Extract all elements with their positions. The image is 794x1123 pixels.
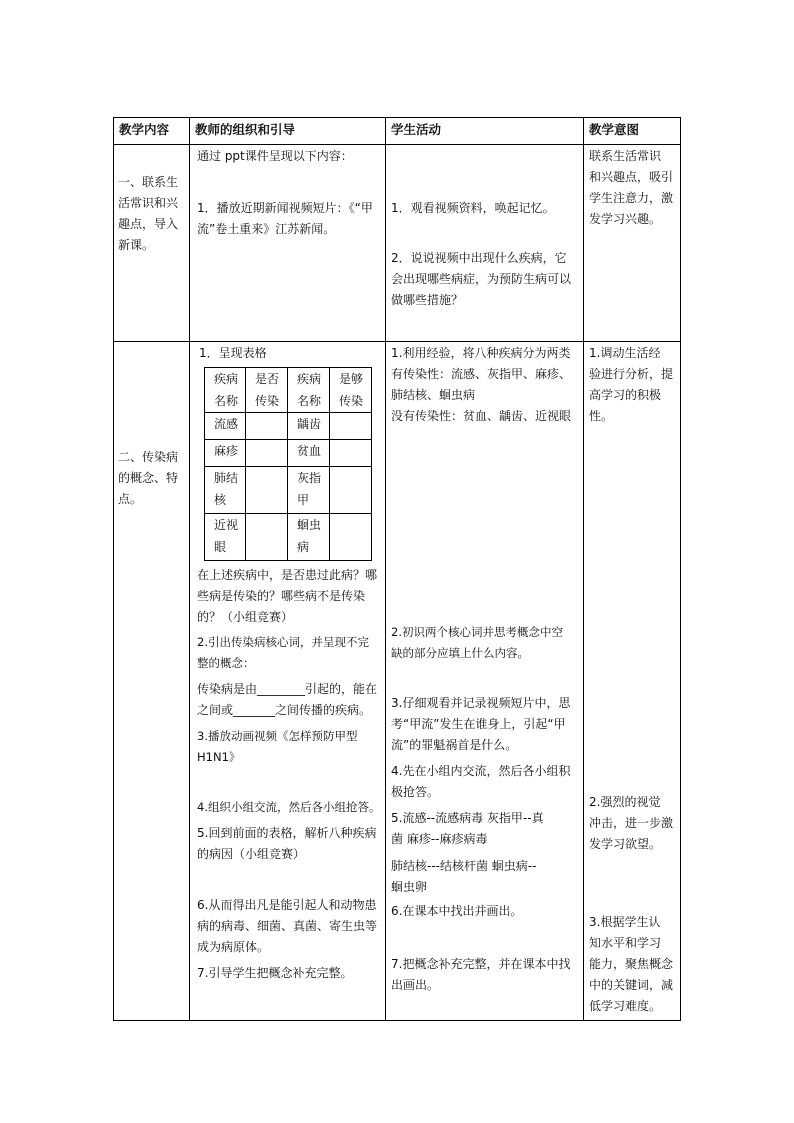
column-divider <box>583 117 584 1021</box>
teacher-step-5: 5.回到前面的表格，解析八种疾病 的病因（小组竞赛） <box>197 826 377 861</box>
disease-table-header: 是否 传染 <box>246 368 288 413</box>
header-divider <box>113 144 681 145</box>
header-student: 学生活动 <box>391 122 442 137</box>
row1-student-item1: 1．观看视频资料，唤起记忆。 <box>391 201 555 215</box>
disease-table-row <box>205 467 372 514</box>
disease-name-cell: 蛔虫 病 <box>288 514 330 561</box>
row2-content: 二、传染病 的概念、特 点。 <box>118 450 179 506</box>
teacher-step-6: 6.从而得出凡是能引起人和动物患 病的病毒、细菌、真菌、寄生虫等 成为病原体。 <box>197 898 378 954</box>
disease-name-cell: 灰指 甲 <box>288 467 330 514</box>
teacher-question: 在上述疾病中，是否患过此病？哪 些病是传染的？哪些病不是传染 的？（小组竞赛） <box>197 568 378 624</box>
disease-table-row <box>205 413 372 440</box>
contagious-cell <box>246 514 288 561</box>
student-step-7: 7.把概念补充完整，并在课本中找 出画出。 <box>391 957 571 992</box>
contagious-cell <box>330 514 372 561</box>
teacher-step-2: 2.引出传染病核心词，并呈现不完 整的概念： <box>197 635 369 670</box>
row1-student-item2: 2．说说视频中出现什么疾病，它 会出现哪些病症，为预防生病可以 做哪些措施？ <box>391 251 572 307</box>
disease-table-header: 疾病 名称 <box>205 368 246 413</box>
disease-name-cell: 龋齿 <box>288 413 330 440</box>
contagious-cell <box>246 413 288 440</box>
teacher-step-4: 4.组织小组交流，然后各小组抢答。 <box>197 800 381 814</box>
teacher-step-1: 1．呈现表格 <box>199 346 267 360</box>
table-border-left <box>113 117 114 1021</box>
disease-table-row <box>205 514 372 561</box>
student-step-2: 2.初识两个核心词并思考概念中空 缺的部分应填上什么内容。 <box>391 625 563 660</box>
disease-table-header-row <box>205 368 372 413</box>
table-border-top <box>113 117 681 118</box>
contagious-cell <box>330 440 372 467</box>
intent-3: 3.根据学生认 知水平和学习 能力，聚焦概念 中的关键词，减 低学习难度。 <box>589 915 674 1013</box>
header-content: 教学内容 <box>119 122 170 137</box>
disease-table <box>204 367 372 561</box>
contagious-cell <box>246 467 288 514</box>
student-step-6: 6.在课本中找出并画出。 <box>391 904 523 918</box>
intent-2: 2.强烈的视觉 冲击，进一步激 发学习欲望。 <box>589 795 674 851</box>
row1-content: 一、联系生 活常识和兴 趣点，导入 新课。 <box>118 175 179 252</box>
table-border-bottom <box>113 1020 681 1021</box>
header-intent: 教学意图 <box>589 122 640 137</box>
teacher-step-7: 7.引导学生把概念补充完整。 <box>197 966 353 980</box>
intent-1: 1.调动生活经 验进行分析，提 高学习的积极 性。 <box>589 346 674 423</box>
header-teacher: 教师的组织和引导 <box>195 122 296 137</box>
table-border-right <box>680 117 681 1021</box>
disease-name-cell: 流感 <box>205 413 246 440</box>
teacher-step-3: 3.播放动画视频《怎样预防甲型 H1N1》 <box>197 729 358 764</box>
contagious-cell <box>330 413 372 440</box>
student-step-3: 3.仔细观看并记录视频短片中，思 考“甲流”发生在谁身上，引起“甲 流”的罪魁祸首是什么。 <box>391 696 571 752</box>
disease-name-cell: 贫血 <box>288 440 330 467</box>
row-divider <box>113 341 681 342</box>
disease-table-row <box>205 440 372 467</box>
row1-intent: 联系生活常识 和兴趣点，吸引 学生注意力，激 发学习兴趣。 <box>589 149 674 226</box>
disease-name-cell: 肺结 核 <box>205 467 246 514</box>
column-divider <box>189 117 190 1021</box>
contagious-cell <box>246 440 288 467</box>
disease-table-header: 疾病 名称 <box>288 368 330 413</box>
disease-table-header: 是够 传染 <box>330 368 372 413</box>
disease-name-cell: 麻疹 <box>205 440 246 467</box>
student-step-5: 5.流感--流感病毒 灰指甲--真 菌 麻疹--麻疹病毒 肺结核---结核杆菌 蛔虫病-- 蛔虫卵 <box>391 811 544 894</box>
row1-teacher-item1: 1．播放近期新闻视频短片：《“甲 流”卷土重来》江苏新闻。 <box>197 201 373 236</box>
row1-teacher-intro: 通过 ppt课件呈现以下内容： <box>197 149 353 163</box>
column-divider <box>385 117 386 1021</box>
disease-name-cell: 近视 眼 <box>205 514 246 561</box>
student-step-1: 1.利用经验，将八种疾病分为两类 有传染性：流感、灰指甲、麻疹、 肺结核、蛔虫病 没有传染性：贫血、龋齿、近视眼 <box>391 346 572 423</box>
teacher-concept: 传染病是由________引起的，能在 之间或_______之间传播的疾病。 <box>197 682 378 717</box>
contagious-cell <box>330 467 372 514</box>
student-step-4: 4.先在小组内交流，然后各小组积 极抢答。 <box>391 764 571 799</box>
